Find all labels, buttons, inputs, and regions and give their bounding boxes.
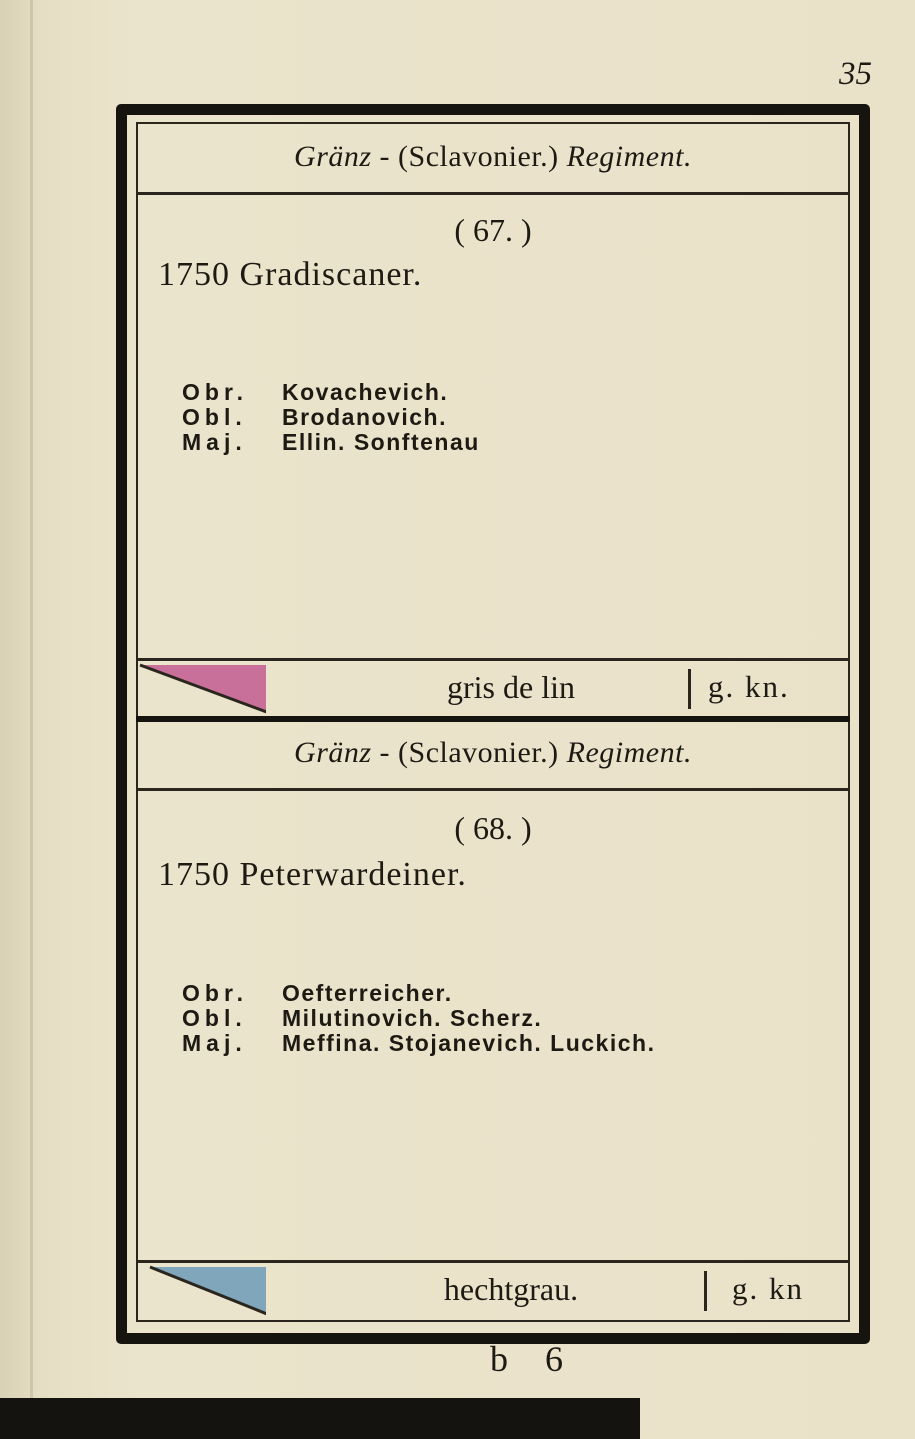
- section-2-title: [136, 736, 850, 770]
- officer-rank: Maj.: [182, 429, 247, 455]
- title-italic-regiment: Regiment.: [566, 140, 692, 173]
- facing-color: gris de lin: [447, 669, 575, 705]
- officer-rank: Obr.: [182, 980, 249, 1006]
- section-1-title: [136, 140, 850, 174]
- officer-rank: Obl.: [182, 404, 247, 430]
- title-roman: - (Sclavonier.): [371, 736, 567, 769]
- buttons-label: g. kn: [732, 1271, 804, 1306]
- page-number: 35: [839, 56, 872, 92]
- officer-names: Ellin. Sonftenau: [282, 429, 480, 455]
- regiment-number: ( 67. ): [454, 212, 532, 248]
- officer-names: Brodanovich.: [282, 404, 447, 430]
- officer-row: [182, 405, 480, 430]
- title-roman: - (Sclavonier.): [371, 140, 567, 173]
- column-separator: [688, 669, 691, 709]
- officer-names: Oefterreicher.: [282, 980, 453, 1006]
- officer-names: Milutinovich. Scherz.: [282, 1005, 543, 1031]
- buttons-label: g. kn.: [708, 669, 790, 704]
- color-swatch: [136, 661, 266, 714]
- officer-names: Meffina. Stojanevich. Luckich.: [282, 1030, 656, 1056]
- inner-frame: [136, 122, 850, 1322]
- officers-list: [182, 981, 655, 1056]
- color-swatch: [136, 1263, 266, 1316]
- scan-edge: [0, 1398, 640, 1439]
- title-italic-gränz: Gränz: [294, 736, 372, 769]
- officer-rank: Obr.: [182, 379, 249, 405]
- regiment-number: ( 68. ): [454, 810, 532, 846]
- column-separator: [704, 1271, 707, 1311]
- officer-row: [182, 1031, 655, 1056]
- section-1-footer: [136, 658, 850, 714]
- regiment-name: 1750 Gradiscaner.: [158, 256, 423, 293]
- officer-row: [182, 430, 480, 455]
- officer-rank: Maj.: [182, 1030, 247, 1056]
- title-italic-gränz: Gränz: [294, 140, 372, 173]
- officer-row: [182, 380, 480, 405]
- book-gutter: [30, 0, 33, 1439]
- title-rule: [136, 192, 850, 195]
- title-italic-regiment: Regiment.: [566, 736, 692, 769]
- regiment-name: 1750 Peterwardeiner.: [158, 856, 467, 893]
- section-divider: [136, 716, 850, 722]
- officer-row: [182, 1006, 655, 1031]
- officer-names: Kovachevich.: [282, 379, 449, 405]
- facing-color: hechtgrau.: [443, 1271, 579, 1307]
- officer-rank: Obl.: [182, 1005, 247, 1031]
- officers-list: [182, 380, 480, 455]
- printer-signature: b 6: [490, 1339, 577, 1379]
- officer-row: [182, 981, 655, 1006]
- section-2-footer: [136, 1260, 850, 1316]
- title-rule: [136, 788, 850, 791]
